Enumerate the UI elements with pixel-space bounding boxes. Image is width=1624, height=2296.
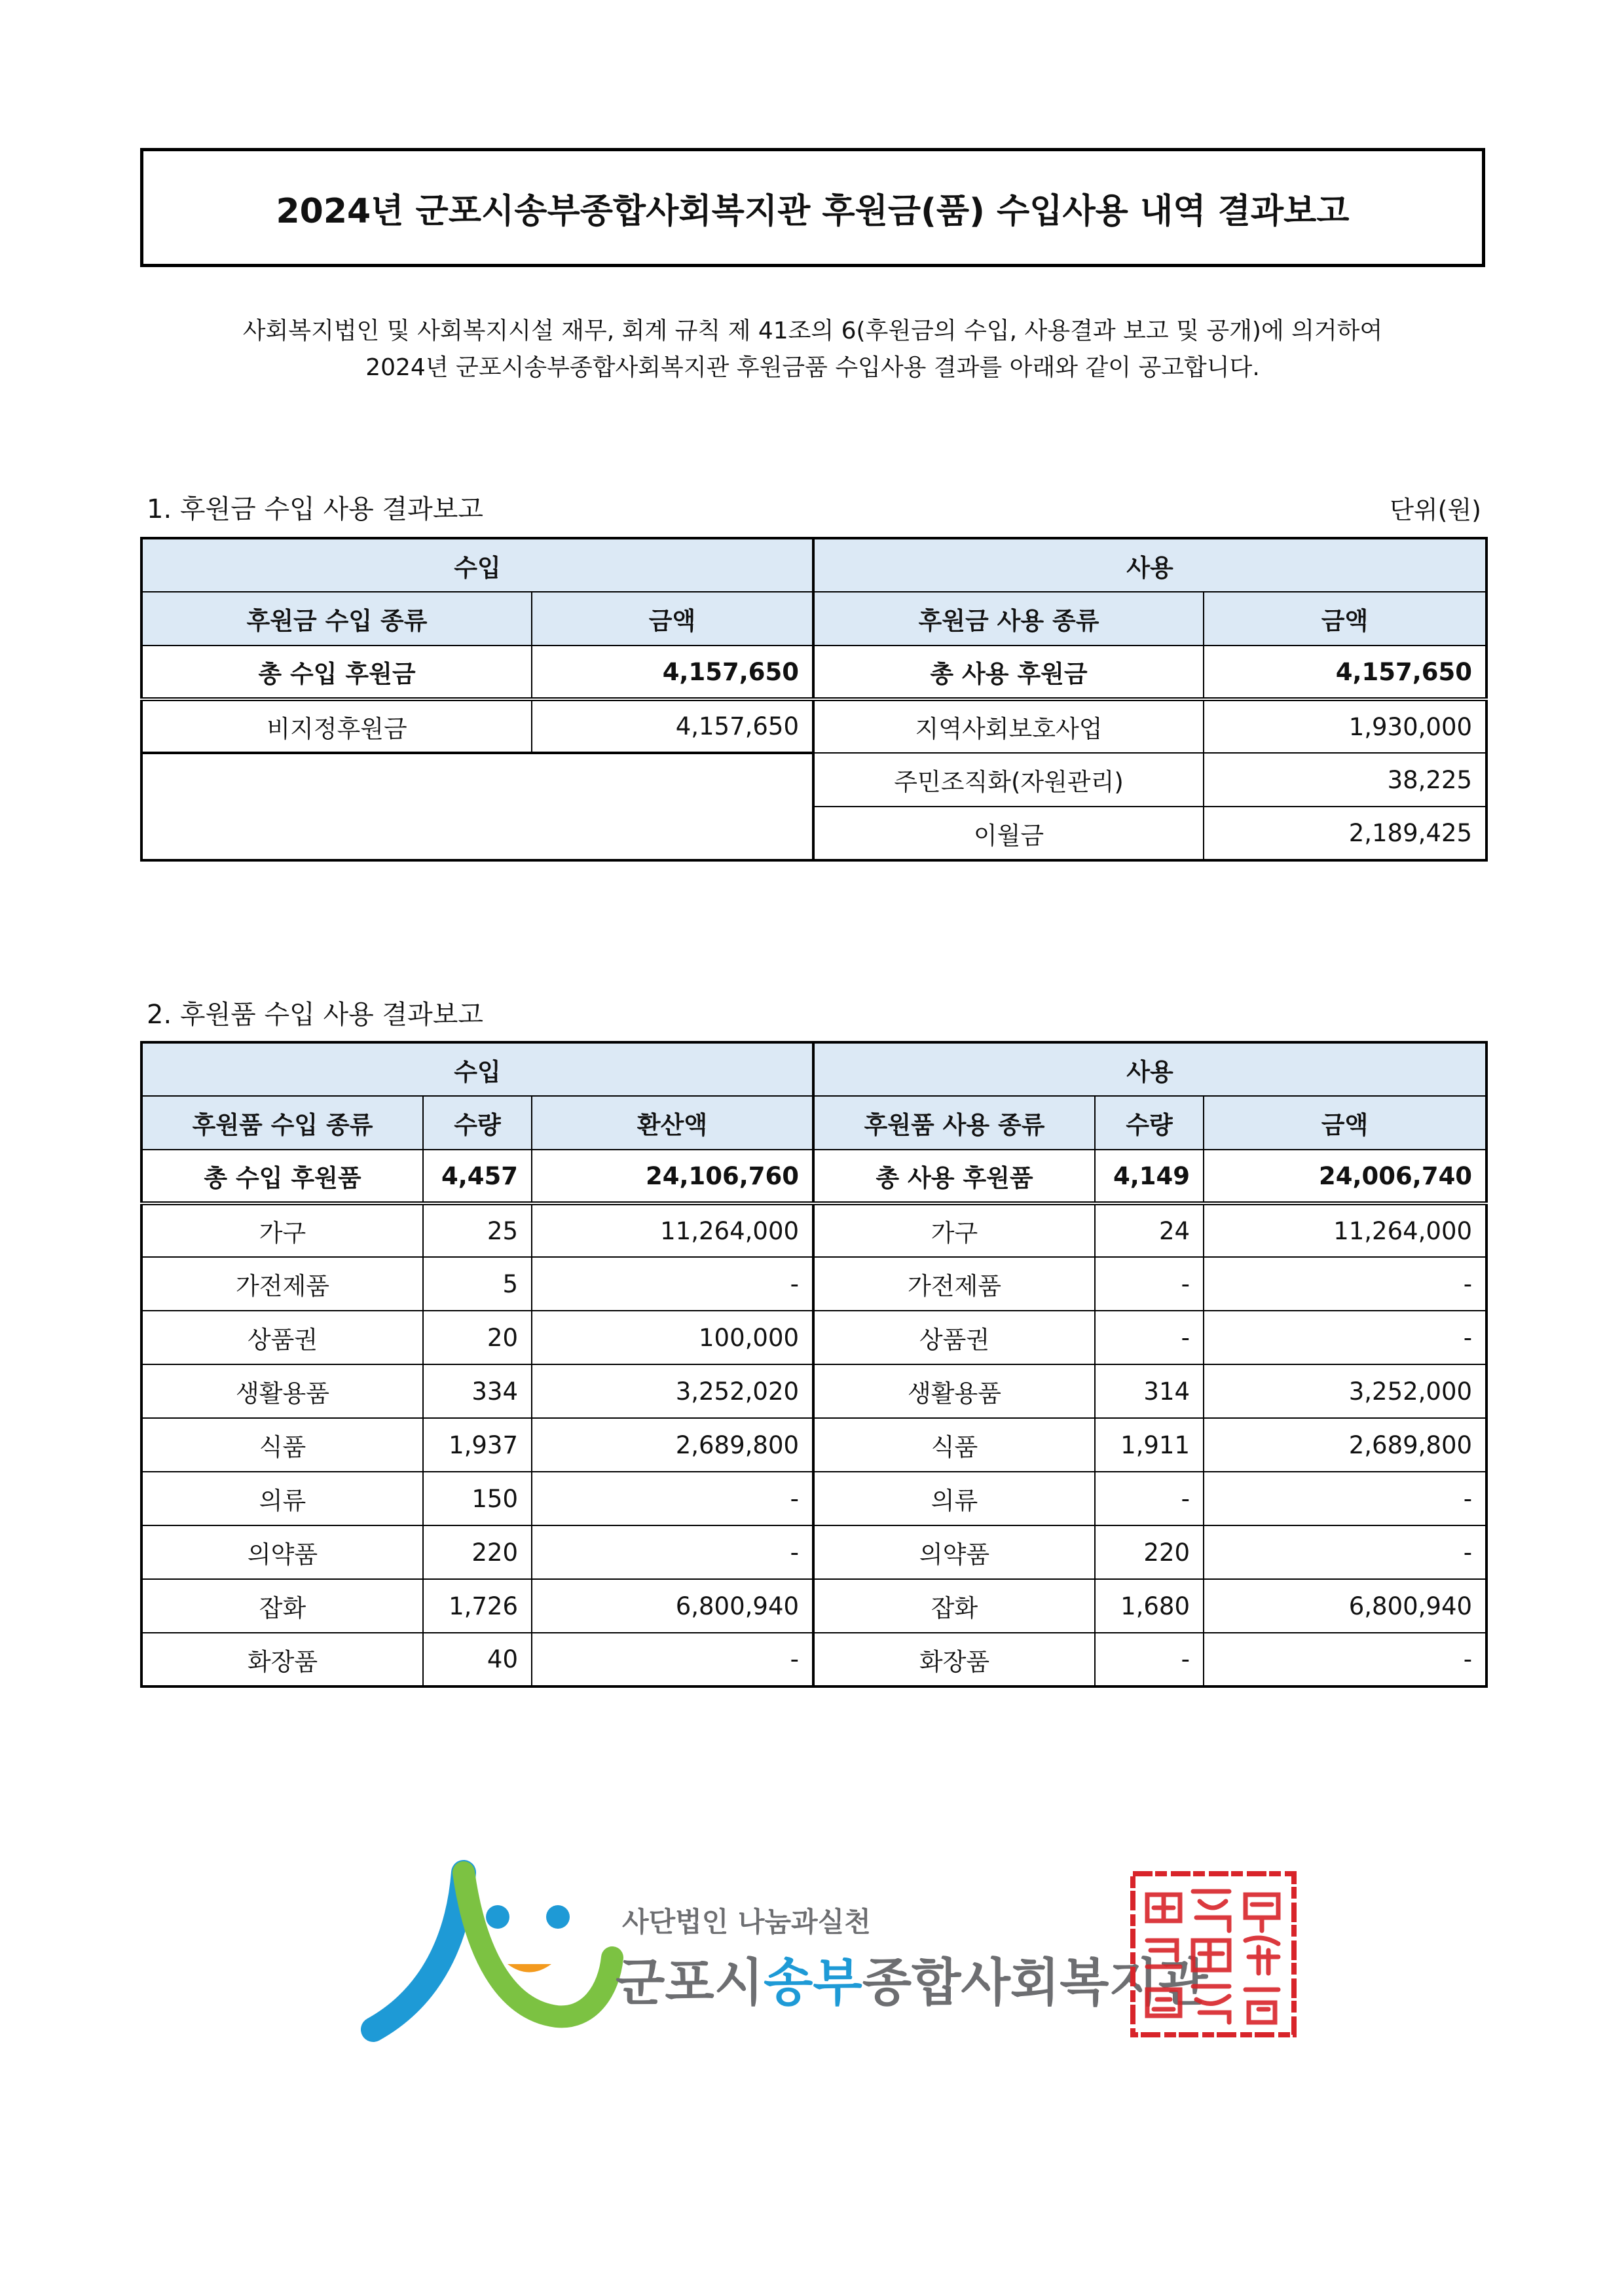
usage-amount-cell: 38,225 <box>1204 753 1486 807</box>
income-qty-cell: 20 <box>423 1311 532 1364</box>
usage-amount-cell: - <box>1204 1311 1486 1364</box>
table-row <box>141 1364 1486 1418</box>
intro-paragraph <box>140 313 1485 386</box>
table-row <box>141 1418 1486 1472</box>
usage-qty-cell: 314 <box>1095 1364 1204 1418</box>
table-column-header-row <box>141 1096 1486 1150</box>
income-value-cell: 100,000 <box>532 1311 813 1364</box>
usage-amount-cell: 3,252,000 <box>1204 1364 1486 1418</box>
logo-green-stroke <box>464 1872 612 2016</box>
org-name-part2: 송부 <box>764 1954 862 2013</box>
income-group-header: 수입 <box>141 1042 813 1096</box>
table-row <box>141 1633 1486 1686</box>
logo-eye-left <box>486 1905 509 1929</box>
col-usage-qty: 수량 <box>1095 1096 1204 1150</box>
total-usage-label: 총 사용 후원품 <box>813 1150 1095 1203</box>
usage-qty-cell: - <box>1095 1311 1204 1364</box>
table-row <box>141 753 1486 807</box>
intro-line-2: 2024년 군포시송부종합사회복지관 후원금품 수입사용 결과를 아래와 같이 공고합니다. <box>365 354 1260 381</box>
table-group-header-row <box>141 1042 1486 1096</box>
income-type-cell: 의약품 <box>141 1525 423 1579</box>
income-qty-cell: 25 <box>423 1203 532 1257</box>
org-name <box>616 1954 1209 2013</box>
usage-amount-cell: 11,264,000 <box>1204 1203 1486 1257</box>
usage-qty-cell: - <box>1095 1257 1204 1311</box>
official-seal-stamp <box>1128 1868 1299 2040</box>
usage-amount-cell: 2,689,800 <box>1204 1418 1486 1472</box>
col-income-type: 후원품 수입 종류 <box>141 1096 423 1150</box>
col-income-qty: 수량 <box>423 1096 532 1150</box>
col-income-value: 환산액 <box>532 1096 813 1150</box>
empty-cell <box>141 753 813 807</box>
org-name-part3: 종합사회복지관 <box>862 1954 1208 2013</box>
usage-type-cell: 화장품 <box>813 1633 1095 1686</box>
income-type-cell: 비지정후원금 <box>141 699 532 753</box>
usage-amount-cell: - <box>1204 1472 1486 1525</box>
usage-group-header: 사용 <box>813 1042 1486 1096</box>
table-row <box>141 1311 1486 1364</box>
income-value-cell: 2,689,800 <box>532 1418 813 1472</box>
donation-money-table <box>140 537 1488 862</box>
intro-line-1: 사회복지법인 및 사회복지시설 재무, 회계 규칙 제 41조의 6(후원금의 수입, 사용결과 보고 및 공개)에 의거하여 <box>242 318 1383 344</box>
page-title: 2024년 군포시송부종합사회복지관 후원금(품) 수입사용 내역 결과보고 <box>140 148 1485 267</box>
table-row <box>141 1472 1486 1525</box>
usage-type-cell: 식품 <box>813 1418 1095 1472</box>
income-qty-cell: 334 <box>423 1364 532 1418</box>
usage-group-header: 사용 <box>813 538 1486 592</box>
income-type-cell: 식품 <box>141 1418 423 1472</box>
income-group-header: 수입 <box>141 538 813 592</box>
usage-qty-cell: 24 <box>1095 1203 1204 1257</box>
logo-smile <box>507 1964 551 1973</box>
income-value-cell: 11,264,000 <box>532 1203 813 1257</box>
income-value-cell: 3,252,020 <box>532 1364 813 1418</box>
usage-amount-cell: - <box>1204 1633 1486 1686</box>
total-income-value: 24,106,760 <box>532 1150 813 1203</box>
col-usage-type: 후원금 사용 종류 <box>813 592 1204 646</box>
total-usage-label: 총 사용 후원금 <box>813 646 1204 699</box>
usage-qty-cell: - <box>1095 1633 1204 1686</box>
table-row <box>141 1203 1486 1257</box>
income-type-cell: 생활용품 <box>141 1364 423 1418</box>
col-usage-amount: 금액 <box>1204 1096 1486 1150</box>
usage-type-cell: 상품권 <box>813 1311 1095 1364</box>
income-qty-cell: 1,937 <box>423 1418 532 1472</box>
total-income-qty: 4,457 <box>423 1150 532 1203</box>
income-amount-cell: 4,157,650 <box>532 699 813 753</box>
seal-glyphs <box>1147 1891 1278 2022</box>
income-value-cell: - <box>532 1525 813 1579</box>
usage-type-cell: 지역사회보호사업 <box>813 699 1204 753</box>
col-usage-amount: 금액 <box>1204 592 1486 646</box>
total-income-amount: 4,157,650 <box>532 646 813 699</box>
income-type-cell: 의류 <box>141 1472 423 1525</box>
section1-title: 1. 후원금 수입 사용 결과보고 <box>147 494 484 524</box>
donation-goods-table <box>140 1041 1488 1688</box>
table-row <box>141 1579 1486 1633</box>
usage-qty-cell: - <box>1095 1472 1204 1525</box>
usage-amount-cell: 2,189,425 <box>1204 807 1486 860</box>
usage-amount-cell: - <box>1204 1257 1486 1311</box>
income-type-cell: 화장품 <box>141 1633 423 1686</box>
income-value-cell: - <box>532 1633 813 1686</box>
table-group-header-row <box>141 538 1486 592</box>
empty-cell <box>141 807 813 860</box>
unit-label: 단위(원) <box>1390 496 1481 524</box>
col-income-amount: 금액 <box>532 592 813 646</box>
total-row <box>141 646 1486 699</box>
income-qty-cell: 40 <box>423 1633 532 1686</box>
income-qty-cell: 5 <box>423 1257 532 1311</box>
usage-type-cell: 가전제품 <box>813 1257 1095 1311</box>
total-usage-amount: 4,157,650 <box>1204 646 1486 699</box>
total-row <box>141 1150 1486 1203</box>
usage-amount-cell: 6,800,940 <box>1204 1579 1486 1633</box>
col-income-type: 후원금 수입 종류 <box>141 592 532 646</box>
org-subtitle: 사단법인 나눔과실천 <box>622 1906 871 1938</box>
income-type-cell: 가구 <box>141 1203 423 1257</box>
usage-type-cell: 이월금 <box>813 807 1204 860</box>
income-qty-cell: 220 <box>423 1525 532 1579</box>
income-type-cell: 잡화 <box>141 1579 423 1633</box>
col-usage-type: 후원품 사용 종류 <box>813 1096 1095 1150</box>
usage-type-cell: 주민조직화(자원관리) <box>813 753 1204 807</box>
income-value-cell: - <box>532 1472 813 1525</box>
org-name-part1: 군포시 <box>616 1954 764 2013</box>
income-qty-cell: 1,726 <box>423 1579 532 1633</box>
table-row <box>141 699 1486 753</box>
usage-type-cell: 생활용품 <box>813 1364 1095 1418</box>
total-income-label: 총 수입 후원금 <box>141 646 532 699</box>
section2-title: 2. 후원품 수입 사용 결과보고 <box>147 1000 484 1030</box>
table-row <box>141 1525 1486 1579</box>
table-column-header-row <box>141 592 1486 646</box>
usage-type-cell: 의약품 <box>813 1525 1095 1579</box>
logo-blue-stroke <box>373 1872 464 2030</box>
income-type-cell: 상품권 <box>141 1311 423 1364</box>
total-usage-qty: 4,149 <box>1095 1150 1204 1203</box>
usage-qty-cell: 1,680 <box>1095 1579 1204 1633</box>
usage-qty-cell: 1,911 <box>1095 1418 1204 1472</box>
income-qty-cell: 150 <box>423 1472 532 1525</box>
usage-type-cell: 가구 <box>813 1203 1095 1257</box>
income-type-cell: 가전제품 <box>141 1257 423 1311</box>
table-row <box>141 807 1486 860</box>
total-income-label: 총 수입 후원품 <box>141 1150 423 1203</box>
usage-type-cell: 잡화 <box>813 1579 1095 1633</box>
table-row <box>141 1257 1486 1311</box>
usage-qty-cell: 220 <box>1095 1525 1204 1579</box>
usage-type-cell: 의류 <box>813 1472 1095 1525</box>
usage-amount-cell: 1,930,000 <box>1204 699 1486 753</box>
usage-amount-cell: - <box>1204 1525 1486 1579</box>
total-usage-amount: 24,006,740 <box>1204 1150 1486 1203</box>
income-value-cell: 6,800,940 <box>532 1579 813 1633</box>
logo-eye-right <box>546 1905 570 1929</box>
income-value-cell: - <box>532 1257 813 1311</box>
